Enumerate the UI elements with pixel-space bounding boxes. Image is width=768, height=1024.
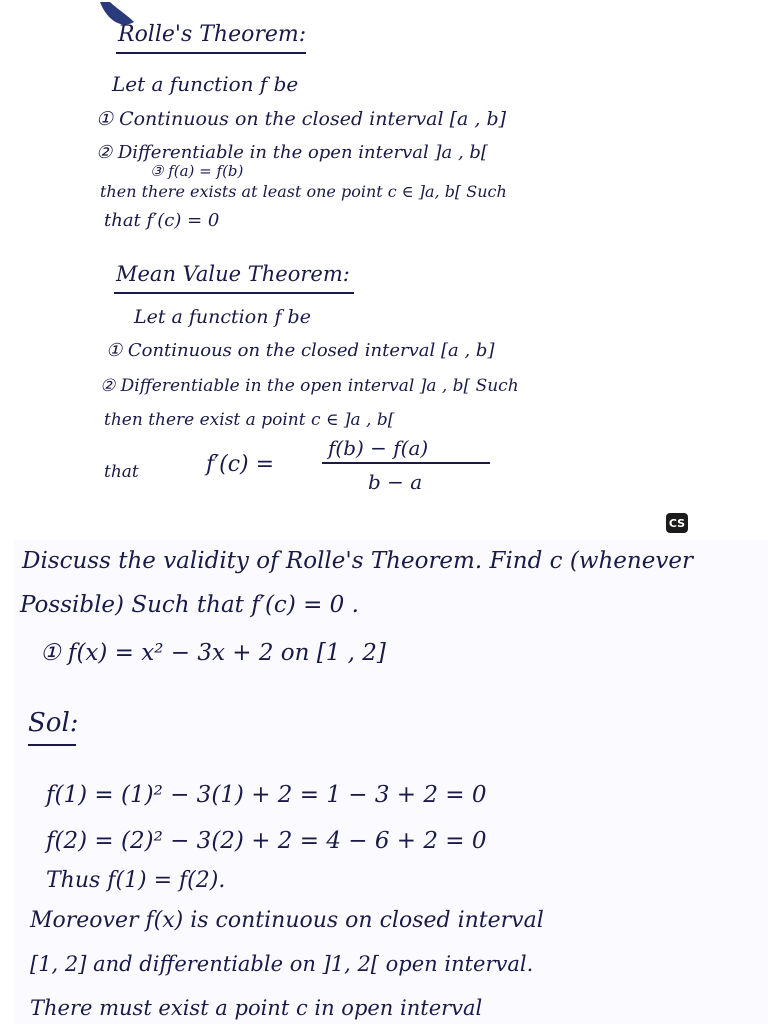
mvt-intro: Let a function f be <box>134 306 311 328</box>
mvt-title: Mean Value Theorem: <box>116 262 350 286</box>
problem-1: ① f(x) = x² − 3x + 2 on [1 , 2] <box>40 640 386 666</box>
rolle-title: Rolle's Theorem: <box>118 22 307 47</box>
mvt-condition-2: ② Differentiable in the open interval ]a , b[ Such <box>100 376 519 396</box>
solution-underline <box>28 744 76 746</box>
solution-line-6: There must exist a point c in open interval <box>30 996 483 1020</box>
question-line-1: Discuss the validity of Rolle's Theorem. Find c (whenever <box>22 548 693 574</box>
mvt-denominator: b − a <box>368 470 423 494</box>
mvt-that-label: that <box>104 462 139 482</box>
mvt-title-underline <box>114 292 354 294</box>
solution-line-4: Moreover f(x) is continuous on closed interval <box>30 908 544 933</box>
mvt-condition-1: ① Continuous on the closed interval [a , b] <box>106 340 495 361</box>
solution-line-3: Thus f(1) = f(2). <box>46 868 226 893</box>
solution-line-1: f(1) = (1)² − 3(1) + 2 = 1 − 3 + 2 = 0 <box>46 782 487 808</box>
mvt-fraction-bar <box>322 462 490 464</box>
camscanner-badge: CS <box>666 513 688 533</box>
rolle-title-underline <box>116 52 306 54</box>
rolle-conclusion-2: that f′(c) = 0 <box>104 210 220 231</box>
mvt-lhs: f′(c) = <box>206 452 275 477</box>
solution-label: Sol: <box>28 708 79 738</box>
question-line-2: Possible) Such that f′(c) = 0 . <box>20 592 359 618</box>
rolle-condition-2: ② Differentiable in the open interval ]a , b[ <box>96 142 488 163</box>
mvt-conclusion-1: then there exist a point c ∈ ]a , b[ <box>104 410 395 430</box>
solution-line-5: [1, 2] and differentiable on ]1, 2[ open interval. <box>30 952 534 976</box>
solution-line-2: f(2) = (2)² − 3(2) + 2 = 4 − 6 + 2 = 0 <box>46 828 487 854</box>
rolle-condition-3: ③ f(a) = f(b) <box>150 162 244 180</box>
mvt-numerator: f(b) − f(a) <box>328 436 429 460</box>
rolle-condition-1: ① Continuous on the closed interval [a , b] <box>96 108 507 130</box>
rolle-conclusion-1: then there exists at least one point c ∈ ]a, b[ Such <box>100 182 507 201</box>
rolle-intro: Let a function f be <box>112 72 299 96</box>
